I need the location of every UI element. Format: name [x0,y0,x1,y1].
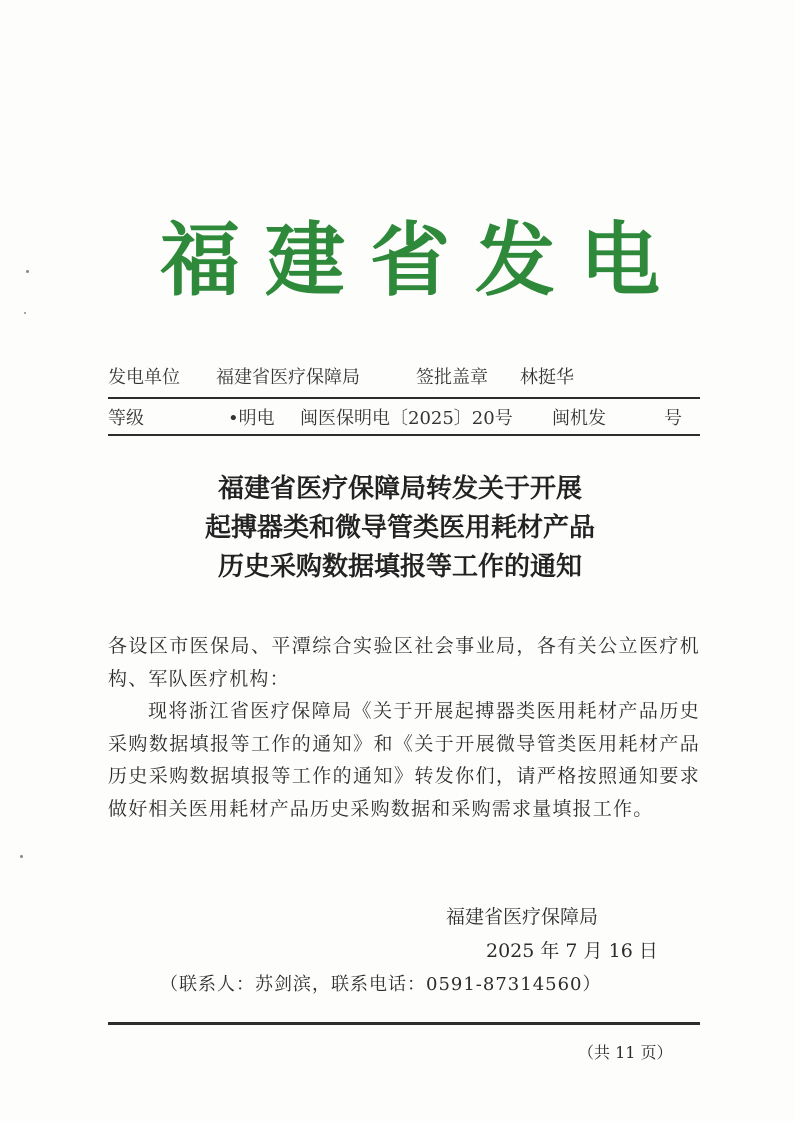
send-number-label: 闽机发 [552,408,606,429]
body-paragraph: 现将浙江省医疗保障局《关于开展起搏器类医用耗材产品历史采购数据填报等工作的通知》和《关于开展微导管类医用耗材产品历史采购数据填报等工作的通知》转发你们，请严格按照通知要求做好相关医用耗材产品历史采购数据和采购需求量填报工作。 [108,700,700,820]
signer-name: 林挺华 [520,367,574,388]
grade-label: 等级 [108,408,144,429]
masthead-char: 发 [475,212,555,307]
masthead-char: 福 [160,212,240,307]
contact-info: （联系人：苏剑滨，联系电话：0591-87314560） [160,974,602,995]
signer-label: 签批盖章 [416,367,488,388]
document-body [108,630,700,825]
issuer-name: 福建省医疗保障局 [216,367,360,388]
title-line: 福建省医疗保障局转发关于开展 [217,474,582,504]
header-rule-bottom [108,434,700,436]
masthead-char: 建 [265,212,345,307]
document-number: 闽医保明电〔2025〕20号 [300,408,513,429]
masthead-char: 省 [370,212,450,307]
scan-speck [24,312,26,314]
grade-value: •明电 [228,408,275,429]
page-count: （共 11 页） [578,1043,673,1062]
footer-rule [108,1022,700,1025]
header-rule-top [108,397,700,399]
signature-date: 2025 年 7 月 16 日 [486,940,658,962]
masthead-char: 电 [580,212,660,307]
issuer-label: 发电单位 [108,367,180,388]
salutation: 各设区市医保局、平潭综合实验区社会事业局，各有关公立医疗机构、军队医疗机构： [108,635,700,690]
signature-organization: 福建省医疗保障局 [446,906,599,928]
document-title [100,470,700,587]
title-line: 历史采购数据填报等工作的通知 [217,552,582,582]
masthead-title [150,198,670,308]
send-number-suffix: 号 [664,408,682,429]
title-line: 起搏器类和微导管类医用耗材产品 [204,513,595,543]
scan-speck [20,855,23,858]
scan-speck [26,270,29,273]
